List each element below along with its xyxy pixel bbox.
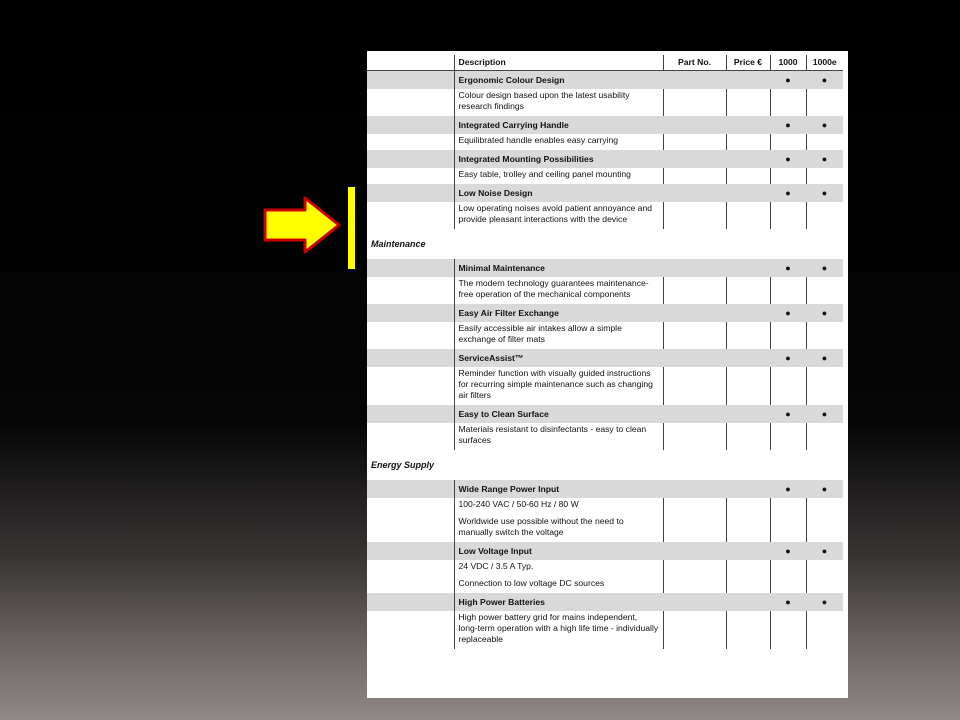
- feature-description-line: Connection to low voltage DC sources: [458, 578, 605, 588]
- empty-cell: [663, 134, 726, 150]
- empty-cell: [367, 367, 454, 405]
- empty-cell: [663, 480, 726, 498]
- feature-description-line: Materials resistant to disinfectants - easy to clean surfaces: [458, 424, 647, 445]
- feature-description-line: Equilibrated handle enables easy carrying: [458, 135, 619, 145]
- feature-row: [367, 304, 843, 322]
- feature-description: [454, 202, 663, 229]
- empty-cell: [663, 277, 726, 304]
- empty-cell: [770, 202, 806, 229]
- empty-cell: [726, 349, 770, 367]
- empty-cell: [770, 560, 806, 593]
- feature-title: Wide Range Power Input: [454, 480, 663, 498]
- empty-cell: [367, 134, 454, 150]
- feature-description-row: [367, 322, 843, 349]
- table-header-row: [367, 55, 843, 71]
- feature-title: Ergonomic Colour Design: [454, 71, 663, 90]
- empty-cell: [663, 116, 726, 134]
- empty-cell: [663, 611, 726, 649]
- empty-cell: [726, 71, 770, 90]
- empty-cell: [663, 184, 726, 202]
- empty-cell: [663, 560, 726, 593]
- yellow-marker-bar: [348, 187, 355, 269]
- availability-dot-1000: ●: [770, 116, 806, 134]
- empty-cell: [663, 322, 726, 349]
- empty-cell: [367, 304, 454, 322]
- header-model-1000e: 1000e: [806, 55, 843, 71]
- feature-title: Easy to Clean Surface: [454, 405, 663, 423]
- feature-description-row: [367, 134, 843, 150]
- empty-cell: [726, 542, 770, 560]
- empty-cell: [663, 349, 726, 367]
- availability-dot-1000: ●: [770, 405, 806, 423]
- availability-dot-1000e: ●: [806, 593, 843, 611]
- availability-dot-1000e: ●: [806, 304, 843, 322]
- empty-cell: [726, 134, 770, 150]
- availability-dot-1000e: ●: [806, 405, 843, 423]
- empty-cell: [367, 71, 454, 90]
- feature-description: [454, 611, 663, 649]
- empty-cell: [726, 277, 770, 304]
- feature-description: [454, 89, 663, 116]
- availability-dot-1000e: ●: [806, 480, 843, 498]
- availability-dot-1000e: ●: [806, 542, 843, 560]
- empty-cell: [367, 480, 454, 498]
- availability-dot-1000e: ●: [806, 259, 843, 277]
- empty-cell: [806, 498, 843, 542]
- empty-cell: [770, 277, 806, 304]
- empty-cell: [770, 134, 806, 150]
- feature-description-row: [367, 423, 843, 450]
- empty-cell: [806, 168, 843, 184]
- empty-cell: [663, 423, 726, 450]
- empty-cell: [806, 611, 843, 649]
- feature-description: [454, 423, 663, 450]
- empty-cell: [770, 322, 806, 349]
- empty-cell: [726, 150, 770, 168]
- empty-cell: [726, 611, 770, 649]
- empty-cell: [367, 405, 454, 423]
- empty-cell: [663, 89, 726, 116]
- feature-row: [367, 593, 843, 611]
- feature-row: [367, 349, 843, 367]
- empty-cell: [663, 202, 726, 229]
- feature-title: Integrated Carrying Handle: [454, 116, 663, 134]
- empty-cell: [770, 498, 806, 542]
- empty-cell: [806, 277, 843, 304]
- feature-description: [454, 560, 663, 593]
- feature-row: [367, 71, 843, 90]
- empty-cell: [806, 560, 843, 593]
- empty-cell: [367, 560, 454, 593]
- empty-cell: [726, 89, 770, 116]
- feature-row: [367, 259, 843, 277]
- empty-cell: [663, 405, 726, 423]
- empty-cell: [663, 304, 726, 322]
- availability-dot-1000: ●: [770, 593, 806, 611]
- empty-cell: [663, 593, 726, 611]
- empty-cell: [770, 611, 806, 649]
- header-price: Price €: [726, 55, 770, 71]
- empty-cell: [367, 349, 454, 367]
- feature-row: [367, 405, 843, 423]
- feature-title: Integrated Mounting Possibilities: [454, 150, 663, 168]
- header-description: Description: [454, 55, 663, 71]
- section-heading-row: [367, 450, 843, 480]
- feature-title: Low Voltage Input: [454, 542, 663, 560]
- empty-cell: [726, 202, 770, 229]
- feature-description-row: [367, 367, 843, 405]
- availability-dot-1000e: ●: [806, 184, 843, 202]
- empty-cell: [367, 150, 454, 168]
- empty-cell: [367, 168, 454, 184]
- empty-cell: [806, 423, 843, 450]
- empty-cell: [726, 304, 770, 322]
- empty-cell: [367, 498, 454, 542]
- feature-row: [367, 480, 843, 498]
- feature-description-line: The modern technology guarantees maintenance-free operation of the mechanical components: [458, 278, 649, 299]
- empty-cell: [806, 202, 843, 229]
- feature-description-line: Easily accessible air intakes allow a simple exchange of filter mats: [458, 323, 622, 344]
- empty-cell: [726, 405, 770, 423]
- empty-cell: [770, 168, 806, 184]
- feature-description-line: 24 VDC / 3.5 A Typ.: [458, 561, 534, 571]
- availability-dot-1000e: ●: [806, 71, 843, 90]
- empty-cell: [726, 168, 770, 184]
- empty-cell: [726, 423, 770, 450]
- feature-description: [454, 134, 663, 150]
- empty-cell: [770, 367, 806, 405]
- empty-cell: [367, 542, 454, 560]
- empty-cell: [806, 367, 843, 405]
- empty-cell: [726, 322, 770, 349]
- empty-cell: [663, 259, 726, 277]
- empty-cell: [663, 542, 726, 560]
- feature-description: [454, 322, 663, 349]
- feature-description-row: [367, 202, 843, 229]
- empty-cell: [367, 89, 454, 116]
- availability-dot-1000: ●: [770, 150, 806, 168]
- feature-title: Minimal Maintenance: [454, 259, 663, 277]
- availability-dot-1000: ●: [770, 480, 806, 498]
- feature-description: [454, 277, 663, 304]
- empty-cell: [726, 560, 770, 593]
- availability-dot-1000: ●: [770, 349, 806, 367]
- feature-description: [454, 367, 663, 405]
- empty-cell: [367, 277, 454, 304]
- empty-cell: [367, 184, 454, 202]
- availability-dot-1000e: ●: [806, 150, 843, 168]
- feature-description-row: [367, 498, 843, 542]
- feature-title: Easy Air Filter Exchange: [454, 304, 663, 322]
- empty-cell: [663, 168, 726, 184]
- feature-title: Low Noise Design: [454, 184, 663, 202]
- empty-cell: [770, 423, 806, 450]
- empty-cell: [726, 259, 770, 277]
- feature-description-line: Low operating noises avoid patient annoyance and provide pleasant interactions with the device: [458, 203, 653, 224]
- empty-cell: [726, 480, 770, 498]
- empty-cell: [806, 89, 843, 116]
- feature-row: [367, 150, 843, 168]
- feature-title: High Power Batteries: [454, 593, 663, 611]
- availability-dot-1000: ●: [770, 542, 806, 560]
- feature-description-row: [367, 89, 843, 116]
- availability-dot-1000: ●: [770, 184, 806, 202]
- empty-cell: [367, 116, 454, 134]
- empty-cell: [726, 498, 770, 542]
- header-model-1000: 1000: [770, 55, 806, 71]
- feature-title: ServiceAssist™: [454, 349, 663, 367]
- availability-dot-1000e: ●: [806, 349, 843, 367]
- feature-description-row: [367, 560, 843, 593]
- feature-description-line: Worldwide use possible without the need to manually switch the voltage: [458, 516, 624, 537]
- feature-row: [367, 542, 843, 560]
- empty-cell: [663, 150, 726, 168]
- empty-cell: [726, 184, 770, 202]
- spec-table: [367, 55, 843, 649]
- feature-description: [454, 498, 663, 542]
- empty-cell: [726, 367, 770, 405]
- spec-document: [367, 51, 848, 698]
- feature-description-row: [367, 277, 843, 304]
- feature-description-row: [367, 611, 843, 649]
- empty-cell: [367, 611, 454, 649]
- section-heading: Maintenance: [371, 239, 426, 249]
- availability-dot-1000: ●: [770, 71, 806, 90]
- feature-description-line: Colour design based upon the latest usability research findings: [458, 90, 630, 111]
- header-empty: [367, 55, 454, 71]
- feature-description: [454, 168, 663, 184]
- section-heading-row: [367, 229, 843, 259]
- yellow-arrow-icon: [263, 196, 341, 254]
- section-heading: Energy Supply: [371, 460, 435, 470]
- empty-cell: [726, 116, 770, 134]
- empty-cell: [367, 202, 454, 229]
- feature-description-row: [367, 168, 843, 184]
- feature-row: [367, 116, 843, 134]
- empty-cell: [663, 367, 726, 405]
- feature-description-line: Reminder function with visually guided instructions for recurring simple maintenance such as changing air filters: [458, 368, 653, 400]
- empty-cell: [367, 259, 454, 277]
- empty-cell: [367, 423, 454, 450]
- feature-description-line: Easy table, trolley and ceiling panel mounting: [458, 169, 631, 179]
- feature-row: [367, 184, 843, 202]
- empty-cell: [770, 89, 806, 116]
- empty-cell: [726, 593, 770, 611]
- feature-description-line: 100-240 VAC / 50-60 Hz / 80 W: [458, 499, 579, 509]
- empty-cell: [367, 593, 454, 611]
- empty-cell: [663, 498, 726, 542]
- empty-cell: [663, 71, 726, 90]
- empty-cell: [806, 134, 843, 150]
- feature-description-line: High power battery grid for mains independent, long-term operation with a high life time - individually replaceable: [458, 612, 659, 644]
- availability-dot-1000: ●: [770, 259, 806, 277]
- availability-dot-1000e: ●: [806, 116, 843, 134]
- empty-cell: [806, 322, 843, 349]
- availability-dot-1000: ●: [770, 304, 806, 322]
- header-part-no: Part No.: [663, 55, 726, 71]
- empty-cell: [367, 322, 454, 349]
